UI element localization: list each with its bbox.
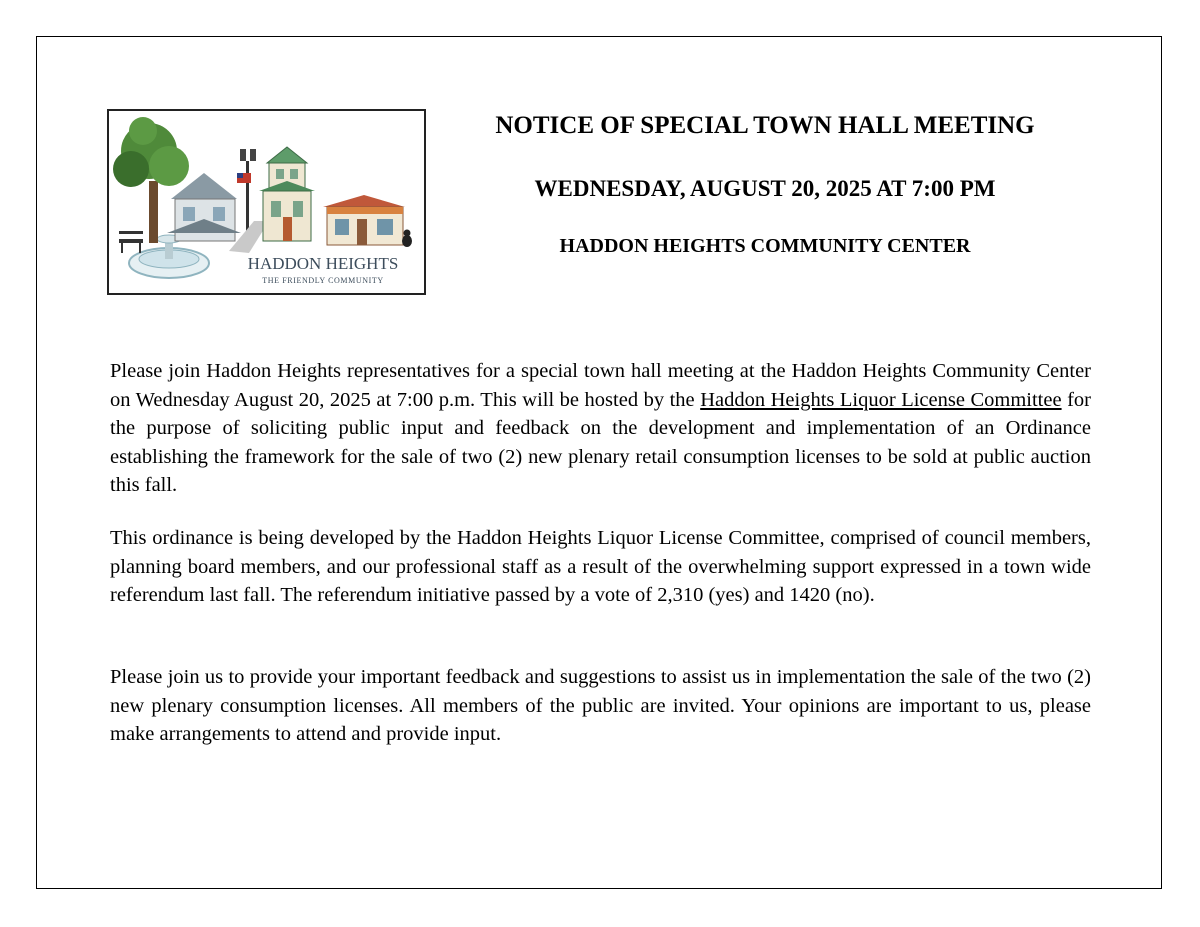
liquor-license-committee-link[interactable]: Haddon Heights Liquor License Committee: [700, 388, 1062, 411]
tree-trunk: [149, 181, 158, 243]
town-illustration: [109, 111, 424, 293]
bench-icon: [119, 239, 143, 243]
paragraph-feedback: Please join us to provide your important feedback and suggestions to assist us in implementation the sale of the two (2) new plenary consumption licenses. All members of the public are invited. Your opinions are important to us, please make arrangements to attend and provide input.: [110, 666, 1091, 745]
cat-icon: [402, 235, 412, 247]
paragraph-invitation: [110, 357, 1091, 500]
meeting-date: WEDNESDAY, AUGUST 20, 2025 AT 7:00 PM: [534, 176, 996, 201]
notice-title: NOTICE OF SPECIAL TOWN HALL MEETING: [495, 112, 1035, 139]
logo-name: HADDON HEIGHTS: [247, 254, 399, 273]
paragraph-invitation-start: Please join Haddon Heights representatives for a special town hall meeting at the Haddon Heights Community Center on Wednesday August 20, 2025 at 7:00 p.m. This will be hosted by the: [110, 360, 1091, 411]
meeting-venue: HADDON HEIGHTS COMMUNITY CENTER: [559, 235, 971, 257]
haddon-heights-logo: [107, 109, 426, 295]
logo-tagline: THE FRIENDLY COMMUNITY: [262, 276, 384, 285]
paragraph-invitation-end: for the purpose of soliciting public input and feedback on the development and implementation of an Ordinance establishing the framework for the sale of two (2) new plenary retail consumption licenses to be sold at public auction this fall.: [110, 388, 1092, 496]
green-house-roof: [267, 147, 307, 163]
paragraph-ordinance: This ordinance is being developed by the Haddon Heights Liquor License Committee, comprised of council members, planning board members, and our professional staff as a result of the overwhelming support expressed in a town wide referendum last fall. The referendum initiative passed by a vote of 2,310 (yes) and 1420 (no).: [110, 527, 1091, 606]
shop-roof: [323, 195, 405, 207]
